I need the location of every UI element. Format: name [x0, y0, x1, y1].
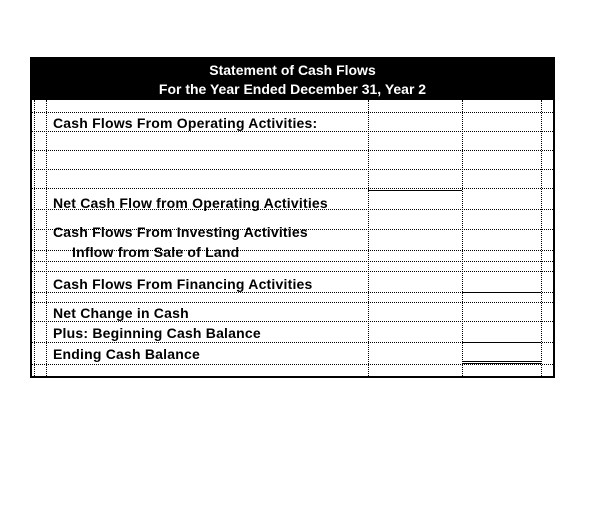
column-divider [46, 100, 47, 376]
row-divider [32, 188, 553, 189]
net-change-in-cash-label: Net Change in Cash [53, 305, 189, 321]
cash-flow-statement-table [30, 57, 555, 378]
subtotal-underline [368, 190, 462, 191]
row-divider [32, 271, 553, 272]
statement-header [32, 59, 553, 100]
row-divider [32, 112, 553, 113]
row-divider [32, 321, 553, 322]
column-divider [368, 100, 369, 376]
investing-activities-heading: Cash Flows From Investing Activities [53, 224, 308, 240]
financing-activities-heading: Cash Flows From Financing Activities [53, 276, 313, 292]
row-divider [32, 150, 553, 151]
row-divider [32, 131, 553, 132]
subtotal-underline [463, 292, 541, 293]
row-divider [32, 261, 553, 262]
column-divider [462, 100, 463, 376]
column-divider [34, 100, 35, 376]
row-divider [32, 302, 553, 303]
column-divider [541, 100, 542, 376]
operating-activities-heading: Cash Flows From Operating Activities: [53, 115, 318, 131]
beginning-cash-balance-label: Plus: Beginning Cash Balance [53, 325, 261, 341]
statement-subtitle: For the Year Ended December 31, Year 2 [158, 81, 427, 97]
subtotal-underline [463, 342, 541, 343]
net-operating-cash-flow-label: Net Cash Flow from Operating Activities [53, 195, 328, 211]
total-double-underline [463, 361, 541, 364]
sale-of-land-label: Inflow from Sale of Land [72, 244, 240, 260]
ending-cash-balance-label: Ending Cash Balance [53, 346, 200, 362]
row-divider [32, 169, 553, 170]
row-divider [32, 364, 553, 365]
statement-title: Statement of Cash Flows [209, 62, 376, 78]
